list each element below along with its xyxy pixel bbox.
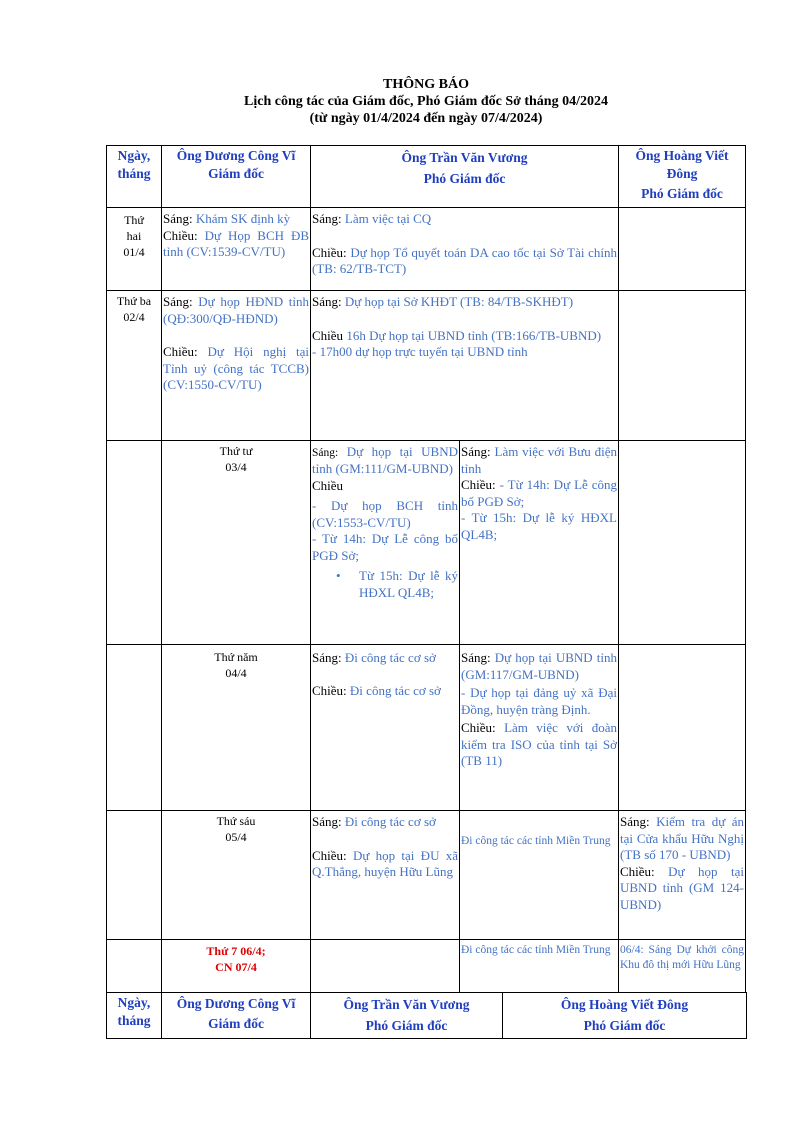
footer-deputy-vuong: Ông Trần Văn Vương Phó Giám đốc [311, 993, 503, 1039]
table-header-row [107, 146, 746, 208]
day-cell: Thứ sáu 05/4 [162, 811, 311, 940]
table-row [107, 291, 746, 441]
footer-director: Ông Dương Công Vĩ Giám đốc [162, 993, 311, 1039]
day-cell: Thứ ba 02/4 [107, 291, 162, 441]
table-row [107, 811, 746, 940]
deputy-dong-cell [619, 208, 746, 291]
deputy-dong-cell: Sáng: Kiểm tra dự án tại Cửa khẩu Hữu Nghị (TB số 170 - UBND) Chiều: Dự họp tại UBND tỉnh (GM 124-UBND) [619, 811, 746, 940]
header-deputy-dong: Ông Hoàng Viết Đông Phó Giám đốc [619, 146, 746, 208]
deputy-dong-cell [619, 291, 746, 441]
deputy-dong-cell [619, 645, 746, 811]
day-cell: Thứ hai 01/4 [107, 208, 162, 291]
header-day: Ngày, tháng [107, 146, 162, 208]
footer-day: Ngày, tháng [107, 993, 162, 1039]
deputy-vuong-cell: Sáng: Làm việc tại CQ Chiều: Dự họp Tổ quyết toán DA cao tốc tại Sở Tài chính (TB: 62/TB-TCT) [311, 208, 619, 291]
schedule-table [106, 145, 746, 993]
deputy-vuong-cell-b: Sáng: Dự họp tại UBND tỉnh (GM:117/GM-UBND) - Dự họp tại đảng uỷ xã Đại Đồng, huyện tràng Định. Chiều: Làm việc với đoàn kiểm tra ISO của tỉnh tại Sở (TB 11) [460, 645, 619, 811]
deputy-vuong-cell-b: Đi công tác các tỉnh Miền Trung [460, 811, 619, 940]
day-cell: Thứ 7 06/4; CN 07/4 [162, 940, 311, 993]
notice-title: THÔNG BÁO [383, 77, 469, 92]
header-deputy-vuong: Ông Trần Văn Vương Phó Giám đốc [311, 146, 619, 208]
empty-day-cell [107, 645, 162, 811]
table-row [107, 208, 746, 291]
table-row [107, 645, 746, 811]
empty-day-cell [107, 811, 162, 940]
deputy-vuong-cell-b: Đi công tác các tỉnh Miền Trung [460, 940, 619, 993]
day-cell: Thứ năm 04/4 [162, 645, 311, 811]
table-row [107, 441, 746, 645]
deputy-dong-cell [619, 441, 746, 645]
deputy-vuong-cell-a: Sáng: Dự họp tại UBND tỉnh (GM:111/GM-UBND) Chiều - Dự họp BCH tỉnh (CV:1553-CV/TU) - Từ 14h: Dự Lễ công bố PGĐ Sở; • Từ 15h: Dự lễ ký HĐXL QL4B; [311, 441, 460, 645]
footer-header-row [107, 993, 747, 1039]
deputy-vuong-cell: Sáng: Dự họp tại Sở KHĐT (TB: 84/TB-SKHĐT) Chiều 16h Dự họp tại UBND tỉnh (TB:166/TB-UBND) - 17h00 dự họp trực tuyến tại UBND tỉnh [311, 291, 619, 441]
footer-deputy-dong: Ông Hoàng Viết Đông Phó Giám đốc [503, 993, 747, 1039]
notice-subtitle: Lịch công tác của Giám đốc, Phó Giám đốc Sở tháng 04/2024 [244, 94, 608, 109]
deputy-dong-cell: 06/4: Sáng Dự khởi công Khu đô thị mới Hữu Lũng [619, 940, 746, 993]
director-cell: Sáng: Khám SK định kỳ Chiều: Dự Họp BCH ĐB tỉnh (CV:1539-CV/TU) [162, 208, 311, 291]
bullet-icon: • [336, 568, 341, 583]
deputy-vuong-cell-a: Sáng: Đi công tác cơ sở Chiều: Dự họp tại ĐU xã Q.Thắng, huyện Hữu Lũng [311, 811, 460, 940]
header-director: Ông Dương Công Vĩ Giám đốc [162, 146, 311, 208]
table-row [107, 940, 746, 993]
footer-header-table [106, 992, 747, 1039]
director-cell: Sáng: Dự họp HĐND tỉnh (QĐ:300/QĐ-HĐND) Chiều: Dự Hội nghị tại Tỉnh uỷ (công tác TCCB) (CV:1550-CV/TU) [162, 291, 311, 441]
deputy-vuong-cell-b: Sáng: Làm việc với Bưu điện tỉnh Chiều: - Từ 14h: Dự Lễ công bố PGĐ Sở; - Từ 15h: Dự lễ ký HĐXL QL4B; [460, 441, 619, 645]
empty-day-cell [107, 940, 162, 993]
notice-date-range: (từ ngày 01/4/2024 đến ngày 07/4/2024) [309, 111, 543, 126]
empty-day-cell [107, 441, 162, 645]
deputy-vuong-cell-a: Sáng: Đi công tác cơ sở Chiều: Đi công tác cơ sở [311, 645, 460, 811]
deputy-vuong-cell-a [311, 940, 460, 993]
day-cell: Thứ tư 03/4 [162, 441, 311, 645]
